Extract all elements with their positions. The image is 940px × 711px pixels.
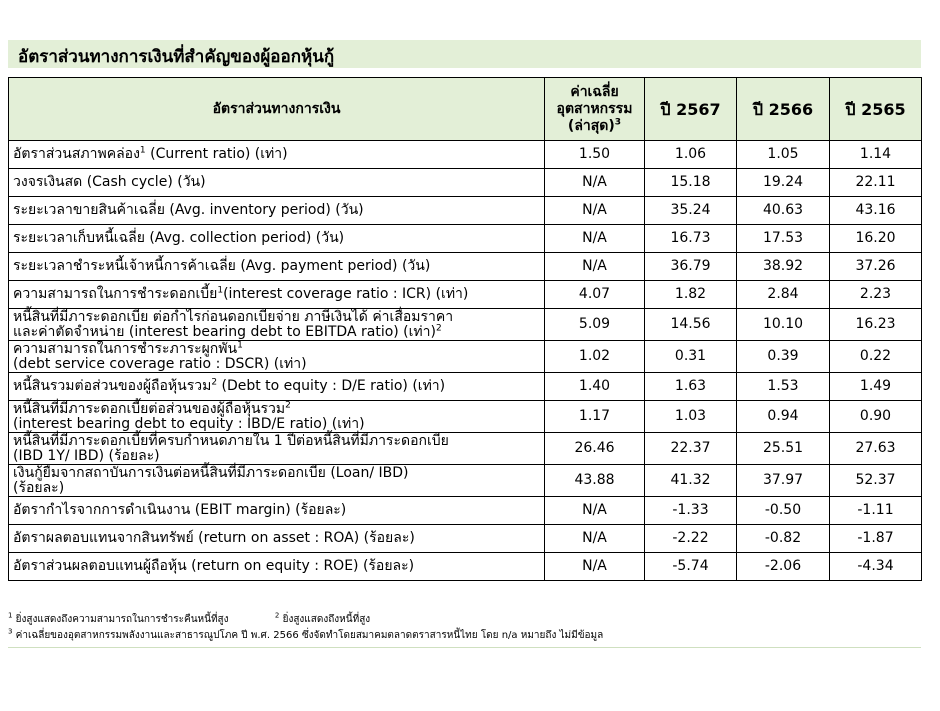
- ratio-label-line: อัตราส่วนสภาพคล่อง: [13, 146, 140, 162]
- industry-average-value: 1.40: [545, 373, 645, 401]
- ratio-label-line: (Current ratio) (เท่า): [145, 146, 288, 162]
- ratio-label: [9, 525, 545, 553]
- value-2566: 37.97: [737, 465, 830, 497]
- value-2565: 16.20: [830, 225, 922, 253]
- footnote-marker: 2: [211, 377, 218, 388]
- value-2566: -0.50: [737, 497, 830, 525]
- ratio-label-line: หนี้สินที่มีภาระดอกเบี้ยต่อส่วนของผู้ถือหุ้นรวม: [13, 400, 286, 417]
- ratio-label-line: ระยะเวลาเก็บหนี้เฉลี่ย (Avg. collection period) (วัน): [13, 230, 345, 246]
- footnote-marker: 2: [285, 399, 291, 410]
- industry-average-value: N/A: [545, 525, 645, 553]
- ratio-label-line: ระยะเวลาชำระหนี้เจ้าหนี้การค้าเฉลี่ย (Avg. payment period) (วัน): [13, 258, 431, 274]
- ratio-label-line: หนี้สินรวมต่อส่วนของผู้ถือหุ้นรวม: [13, 378, 212, 394]
- footnote-marker: 1: [217, 285, 224, 296]
- value-2567: 16.73: [645, 225, 737, 253]
- ratio-label: [9, 465, 545, 497]
- value-2565: -4.34: [830, 553, 922, 581]
- ratio-label-line: (Debt to equity : D/E ratio) (เท่า): [217, 378, 446, 394]
- header-avg-line-1: ค่าเฉลี่ย: [570, 83, 619, 100]
- ratio-label-line: และค่าตัดจำหน่าย (interest bearing debt to EBITDA ratio) (เท่า): [13, 323, 436, 340]
- industry-average-value: 4.07: [545, 281, 645, 309]
- value-2567: 1.63: [645, 373, 737, 401]
- ratio-label-line: อัตรากำไรจากการดำเนินงาน (EBIT margin) (ร้อยละ): [13, 502, 347, 518]
- value-2566: 17.53: [737, 225, 830, 253]
- ratio-label-line: ระยะเวลาขายสินค้าเฉลี่ย (Avg. inventory period) (วัน): [13, 202, 364, 218]
- footnote-1-text: ยิ่งสูงแสดงถึงความสามารถในการชำระคืนหนี้ที่สูง: [15, 614, 229, 625]
- industry-average-value: 43.88: [545, 465, 645, 497]
- ratio-label: [9, 341, 545, 373]
- header-year-2567: ปี 2567: [645, 78, 737, 141]
- industry-average-value: N/A: [545, 225, 645, 253]
- footnote-line-3: $^3$ ค่าเฉลี่ยของอุตสาหกรรมพลังงานและสาธารณูปโภค ปี พ.ศ. 2566 ซึ่งจัดทำโดยสมาคมตลาดตราสารหนี้ไทย โดย n/a หมายถึง ไม่มีข้อมูล: [8, 627, 604, 641]
- footnote-3-text: ค่าเฉลี่ยของอุตสาหกรรมพลังงานและสาธารณูปโภค ปี พ.ศ. 2566 ซึ่งจัดทำโดยสมาคมตลาดตราสารหนี้ไทย โดย n/a หมายถึง ไม่มีข้อมูล: [15, 630, 604, 641]
- section-title: อัตราส่วนทางการเงินที่สำคัญของผู้ออกหุ้นกู้: [18, 47, 335, 67]
- value-2565: 16.23: [830, 309, 922, 341]
- ratio-label-line: หนี้สินที่มีภาระดอกเบี้ยที่ครบกำหนดภายใน 1 ปีต่อหนี้สินที่มีภาระดอกเบีย: [13, 432, 449, 449]
- value-2567: -5.74: [645, 553, 737, 581]
- ratio-label-line: ความสามารถในการชำระดอกเบี้ย: [13, 286, 218, 302]
- value-2565: 22.11: [830, 169, 922, 197]
- value-2565: -1.11: [830, 497, 922, 525]
- value-2567: 36.79: [645, 253, 737, 281]
- ratio-label-line: อัตราส่วนผลตอบแทนผู้ถือหุ้น (return on equity : ROE) (ร้อยละ): [13, 558, 415, 574]
- footnote-line-1: $^1$ ยิ่งสูงแสดงถึงความสามารถในการชำระคืนหนี้ที่สูง $^2$ ยิ่งสูงแสดงถึงหนี้ที่สูง: [8, 611, 371, 625]
- ratio-label-line: หนี้สินที่มีภาระดอกเบีย ต่อกำไรก่อนดอกเบียจ่าย ภาษีเงินได้ ค่าเสื่อมราคา: [13, 308, 454, 325]
- value-2566: 19.24: [737, 169, 830, 197]
- footnote-marker: 2: [435, 322, 442, 333]
- table-row: [9, 281, 922, 309]
- value-2565: -1.87: [830, 525, 922, 553]
- ratio-label: [9, 197, 545, 225]
- ratio-label-line: (IBD 1Y/ IBD) (ร้อยละ): [13, 447, 160, 464]
- industry-average-value: N/A: [545, 197, 645, 225]
- table-row: [9, 497, 922, 525]
- ratio-label: [9, 309, 545, 341]
- value-2567: -1.33: [645, 497, 737, 525]
- footnote-2-text: ยิ่งสูงแสดงถึงหนี้ที่สูง: [282, 614, 371, 625]
- footnote-marker: 1: [237, 339, 243, 350]
- value-2565: 1.14: [830, 141, 922, 169]
- value-2566: 0.39: [737, 341, 830, 373]
- value-2565: 0.22: [830, 341, 922, 373]
- value-2567: 35.24: [645, 197, 737, 225]
- bottom-divider: [8, 647, 921, 648]
- header-ratio-label: อัตราส่วนทางการเงิน: [9, 78, 545, 141]
- value-2566: 25.51: [737, 433, 830, 465]
- ratio-label: [9, 373, 545, 401]
- ratio-label-line: เงินกู้ยืมจากสถาบันการเงินต่อหนี้สินที่มีภาระดอกเบีย (Loan/ IBD): [13, 464, 409, 481]
- ratio-label: [9, 225, 545, 253]
- value-2565: 43.16: [830, 197, 922, 225]
- value-2567: -2.22: [645, 525, 737, 553]
- industry-average-value: 1.02: [545, 341, 645, 373]
- table-row: [9, 433, 922, 465]
- table-row: [9, 525, 922, 553]
- value-2567: 1.06: [645, 141, 737, 169]
- table-row: [9, 253, 922, 281]
- value-2565: 2.23: [830, 281, 922, 309]
- value-2565: 52.37: [830, 465, 922, 497]
- ratio-label: [9, 497, 545, 525]
- value-2565: 0.90: [830, 401, 922, 433]
- value-2567: 1.03: [645, 401, 737, 433]
- table-row: [9, 465, 922, 497]
- ratio-label: [9, 141, 545, 169]
- ratio-label-line: (ร้อยละ): [13, 479, 65, 496]
- ratio-label-line: (interest bearing debt to equity : IBD/E ratio) (เท่า): [13, 415, 365, 432]
- value-2565: 27.63: [830, 433, 922, 465]
- header-avg-line-3: (ล่าสุด): [567, 117, 615, 134]
- value-2567: 41.32: [645, 465, 737, 497]
- value-2565: 1.49: [830, 373, 922, 401]
- value-2566: 10.10: [737, 309, 830, 341]
- financial-ratios-table: [8, 77, 922, 581]
- value-2566: 1.53: [737, 373, 830, 401]
- ratio-label: [9, 281, 545, 309]
- table-row: [9, 341, 922, 373]
- value-2566: -0.82: [737, 525, 830, 553]
- industry-average-value: 1.50: [545, 141, 645, 169]
- ratio-label-line: วงจรเงินสด (Cash cycle) (วัน): [13, 174, 206, 190]
- ratio-label: [9, 169, 545, 197]
- header-avg-line-2: อุตสาหกรรม: [556, 100, 633, 117]
- value-2567: 0.31: [645, 341, 737, 373]
- ratio-label-line: ความสามารถในการชำระภาระผูกพัน: [13, 340, 238, 357]
- industry-average-value: 1.17: [545, 401, 645, 433]
- table-row: [9, 309, 922, 341]
- ratio-label-line: (debt service coverage ratio : DSCR) (เท่า): [13, 355, 307, 372]
- value-2567: 14.56: [645, 309, 737, 341]
- table-row: [9, 141, 922, 169]
- ratio-label: [9, 433, 545, 465]
- table-row: [9, 553, 922, 581]
- ratio-label: [9, 553, 545, 581]
- industry-average-value: N/A: [545, 253, 645, 281]
- ratio-label: [9, 401, 545, 433]
- value-2567: 1.82: [645, 281, 737, 309]
- value-2566: 0.94: [737, 401, 830, 433]
- table-row: [9, 225, 922, 253]
- header-industry-average: [545, 78, 645, 141]
- header-year-2565: ปี 2565: [830, 78, 922, 141]
- value-2566: 38.92: [737, 253, 830, 281]
- value-2566: 40.63: [737, 197, 830, 225]
- value-2567: 15.18: [645, 169, 737, 197]
- header-year-2566: ปี 2566: [737, 78, 830, 141]
- table-row: [9, 169, 922, 197]
- footnote-marker: 1: [139, 145, 146, 156]
- value-2565: 37.26: [830, 253, 922, 281]
- industry-average-value: N/A: [545, 169, 645, 197]
- section-title-bar: [8, 40, 921, 68]
- table-header-row: [9, 78, 922, 141]
- table-row: [9, 197, 922, 225]
- table-row: [9, 373, 922, 401]
- table-row: [9, 401, 922, 433]
- value-2566: 2.84: [737, 281, 830, 309]
- footnote-marker: 3: [614, 116, 622, 127]
- industry-average-value: N/A: [545, 497, 645, 525]
- value-2567: 22.37: [645, 433, 737, 465]
- industry-average-value: 5.09: [545, 309, 645, 341]
- industry-average-value: N/A: [545, 553, 645, 581]
- value-2566: 1.05: [737, 141, 830, 169]
- ratio-label: [9, 253, 545, 281]
- industry-average-value: 26.46: [545, 433, 645, 465]
- value-2566: -2.06: [737, 553, 830, 581]
- ratio-label-line: อัตราผลตอบแทนจากสินทรัพย์ (return on asset : ROA) (ร้อยละ): [13, 530, 415, 546]
- ratio-label-line: (interest coverage ratio : ICR) (เท่า): [223, 286, 469, 302]
